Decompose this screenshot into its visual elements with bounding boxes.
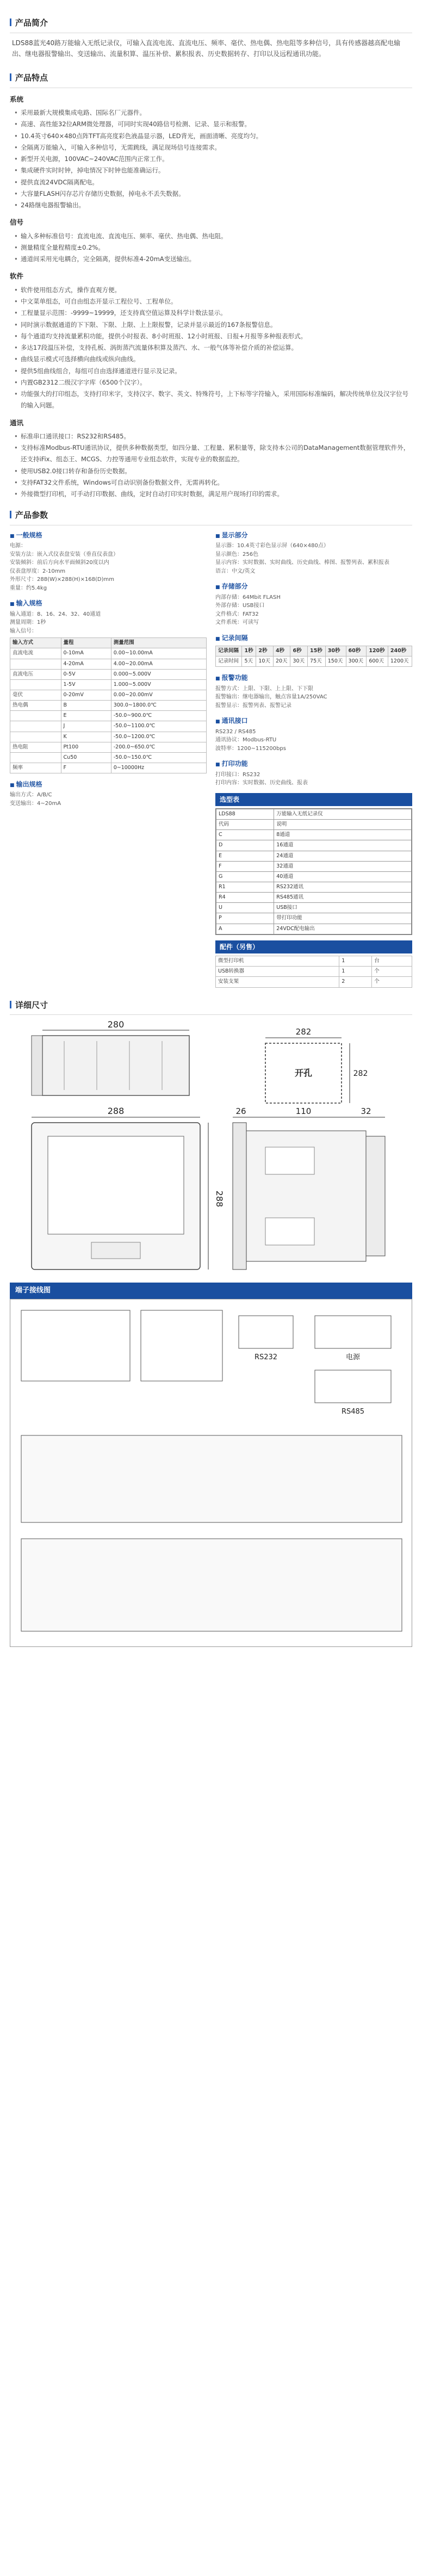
table-cell: 安装支架 (216, 977, 339, 987)
param-heading: ■ 存储部分 (215, 581, 412, 592)
table-cell: P (216, 913, 274, 924)
table-cell: K (61, 732, 111, 742)
table-header-cell: 60秒 (346, 646, 367, 657)
table-cell: 40通道 (274, 871, 412, 882)
table-row (216, 956, 412, 967)
list-item: • 多达17段温压补偿，支持孔板、涡街蒸汽流量体积算及蒸汽、水、一般气体等补偿介质的补偿运算。 (13, 342, 412, 354)
param-group (215, 581, 412, 627)
table-row (10, 648, 207, 659)
table-header-row (216, 646, 412, 657)
cutout-height-label: 282 (353, 1069, 368, 1078)
list-item: • 同时演示数据通道的下下限、下限、上限、上上限报警，记录并显示最近的167条报警信息。 (13, 319, 412, 331)
table-cell (10, 679, 61, 690)
table-row (10, 721, 207, 732)
side-bracket (265, 1218, 314, 1245)
table-cell: G (216, 871, 274, 882)
params-title: 产品参数 (10, 506, 412, 525)
table-cell: B (61, 701, 111, 711)
table-cell: 10天 (256, 657, 274, 667)
table-cell: 4-20mA (61, 659, 111, 669)
table-cell: 16通道 (274, 840, 412, 851)
list-item: • 测量精度全量程精度±0.2%。 (13, 242, 412, 253)
param-heading: ■ 输出规格 (10, 779, 207, 790)
front-height-label: 288 (214, 1190, 225, 1208)
table-row (10, 711, 207, 721)
param-heading: ■ 显示部分 (215, 530, 412, 541)
list-item: • 中文菜单组态，可自由组态开显示工程位号、工程单位。 (13, 296, 412, 307)
side-depth-label: 26 (235, 1106, 246, 1116)
table-cell: LDS88 (216, 809, 274, 820)
comm-list (10, 431, 412, 500)
table-cell: -50.0~1100.0℃ (111, 721, 206, 732)
wiring-svg (10, 1299, 412, 1646)
list-item: • 大容量FLASH闪存芯片存储历史数据，掉电永不丢失数据。 (13, 188, 412, 200)
table-cell: 带打印功能 (274, 913, 412, 924)
table-cell: 30天 (290, 657, 308, 667)
table-cell: 毫伏 (10, 690, 61, 700)
table-cell: R4 (216, 893, 274, 903)
param-group (215, 633, 412, 667)
param-group (215, 672, 412, 710)
table-row (216, 830, 412, 840)
table-cell: 热电偶 (10, 701, 61, 711)
side-bracket (265, 1147, 314, 1174)
table-cell: 24通道 (274, 851, 412, 861)
list-item: • 工程量显示范围：-9999~19999，还支持真空值运算及科学计数法显示。 (13, 307, 412, 319)
param-text: 打印接口：RS232 打印内容：实时数据、历史曲线、报表 (215, 771, 308, 787)
param-heading: ■ 一般规格 (10, 530, 207, 541)
table-cell: 0.00~20.00mV (111, 690, 206, 700)
param-heading: ■ 通讯接口 (215, 715, 412, 726)
signal-subtitle: 信号 (10, 218, 24, 227)
param-text: 显示器：10.4英寸彩色显示屏（640×480点） 显示颜色：256色 显示内容：实时数据、实时曲线、历史曲线、棒图、报警列表、累积报表 语言：中文/英文 (215, 543, 389, 574)
table-cell: E (216, 851, 274, 861)
table-cell: Cu50 (61, 752, 111, 763)
param-group (10, 598, 207, 773)
model-title: 选型表 (215, 793, 412, 806)
input-terminal-block (21, 1310, 130, 1381)
features-title: 产品特点 (10, 69, 412, 88)
rs232-connector (239, 1316, 293, 1348)
table-cell: 24VDC配电输出 (274, 924, 412, 934)
table-cell: 个 (372, 977, 412, 987)
table-header-cell: 1秒 (242, 646, 256, 657)
table-row (216, 967, 412, 977)
table-row (216, 924, 412, 934)
table-row (10, 659, 207, 669)
table-header-cell: 测量范围 (111, 638, 206, 648)
cutout-width-label: 282 (295, 1027, 312, 1037)
table-row (216, 820, 412, 830)
table-cell: 频率 (10, 763, 61, 773)
list-item: • 集成硬件实时时钟，掉电情况下时钟也能准确运行。 (13, 165, 412, 176)
param-group (10, 779, 207, 808)
model-box (215, 808, 412, 935)
table-cell: 300天 (346, 657, 367, 667)
param-heading: ■ 报警功能 (215, 672, 412, 683)
table-row (216, 882, 412, 892)
table-cell: R1 (216, 882, 274, 892)
table-cell: -50.0~1200.0℃ (111, 732, 206, 742)
table-cell: 微型打印机 (216, 956, 339, 967)
table-header-cell: 6秒 (290, 646, 308, 657)
table-cell: 8通道 (274, 830, 412, 840)
accessories-title: 配件（另售） (215, 940, 412, 953)
table-cell: 0.000~5.000V (111, 669, 206, 679)
table-row (10, 763, 207, 773)
table-cell: D (216, 840, 274, 851)
table-header-cell: 15秒 (308, 646, 326, 657)
table-cell: 0-5V (61, 669, 111, 679)
top-view-bezel (32, 1036, 42, 1095)
param-text: 内部存储：64Mbit FLASH 外部存储：USB接口 文件格式：FAT32 文件系统：可读写 (215, 594, 281, 626)
param-heading: ■ 输入规格 (10, 598, 207, 609)
table-cell: RS485通讯 (274, 893, 412, 903)
list-item: • 功能强大的打印组态，支持打印米字，支持汉字、数字、英文、特殊符号，上下标等字符输入，采用国际标准编码，解决传统单位及汉字位号的输入问题。 (13, 388, 412, 412)
table-row (216, 903, 412, 913)
list-item: • 外接微型打印机，可手动打印数据、曲线，定时自动打印实时数据，满足用户现场打印的需求。 (13, 488, 412, 500)
param-text: 输出方式：A/B/C 变送输出：4~20mA (10, 792, 61, 807)
table-cell: F (216, 861, 274, 871)
signal-table (10, 637, 207, 773)
list-item: • 高速、高性能32位ARM微处理器，可同时实现40路信号检测、记录、显示和报警。 (13, 119, 412, 130)
power-label: 电源 (345, 1353, 361, 1362)
model-table (216, 809, 412, 934)
param-group (215, 715, 412, 753)
table-cell (10, 732, 61, 742)
cutout-label: 开孔 (294, 1068, 313, 1078)
table-header-cell: 记录间隔 (216, 646, 242, 657)
table-header-cell: 120秒 (367, 646, 388, 657)
table-cell: 直流电流 (10, 648, 61, 659)
accessories-table (215, 956, 412, 987)
table-cell: 台 (372, 956, 412, 967)
side-d3-label: 32 (361, 1106, 371, 1116)
table-cell: A (216, 924, 274, 934)
table-cell: J (61, 721, 111, 732)
table-row (10, 752, 207, 763)
width-top-label: 280 (107, 1019, 125, 1030)
list-item: • 使用USB2.0接口转存和备份历史数据。 (13, 466, 412, 477)
table-row (216, 657, 412, 667)
table-cell: 4.00~20.00mA (111, 659, 206, 669)
table-cell: 热电阻 (10, 742, 61, 752)
table-cell: 个 (372, 967, 412, 977)
table-row (216, 871, 412, 882)
table-cell: E (61, 711, 111, 721)
table-cell: 1.000~5.000V (111, 679, 206, 690)
wiring-title: 端子接线图 (10, 1283, 412, 1299)
list-item: • 内置GB2312二级汉字字库（6500个汉字）。 (13, 377, 412, 388)
wiring-diagram (10, 1299, 412, 1647)
table-cell: 300.0~1800.0℃ (111, 701, 206, 711)
table-row (10, 679, 207, 690)
side-terminals (366, 1136, 385, 1256)
list-item: • 标准串口通讯接口：RS232和RS485。 (13, 431, 412, 442)
list-item: • 每个通道均支持流量累积功能，提供小时报表、8小时班报、12小时班报、日报+月报等多种报表形式。 (13, 331, 412, 342)
list-item: • 输入多种标准信号：直流电流、直流电压、频率、毫伏、热电偶、热电阻。 (13, 231, 412, 242)
params-left-column (10, 530, 207, 990)
interval-table (215, 646, 412, 667)
power-terminal (315, 1316, 391, 1348)
table-cell: 600天 (367, 657, 388, 667)
params-right-column (215, 530, 412, 990)
table-cell: 0.00~10.00mA (111, 648, 206, 659)
table-cell: 1200天 (388, 657, 412, 667)
list-item: • 提供直流24VDC隔离配电。 (13, 177, 412, 188)
table-row (216, 913, 412, 924)
software-list (10, 284, 412, 412)
list-item: • 24路继电器报警输出。 (13, 200, 412, 211)
param-group (10, 530, 207, 592)
params-grid (10, 530, 412, 990)
table-header-cell: 2秒 (256, 646, 274, 657)
list-item: • 采用最新大规模集成电路、国际名厂元器件。 (13, 107, 412, 119)
system-list (10, 107, 412, 211)
rs485-terminal (315, 1370, 391, 1403)
table-row (216, 977, 412, 987)
table-row (216, 893, 412, 903)
table-header-cell: 输入方式 (10, 638, 61, 648)
signal-list (10, 231, 412, 265)
param-group (215, 530, 412, 575)
table-cell: F (61, 763, 111, 773)
table-header-cell: 240秒 (388, 646, 412, 657)
front-screen (48, 1136, 184, 1234)
table-cell: 直流电压 (10, 669, 61, 679)
dimension-svg (10, 1019, 412, 1275)
dimensions-title: 详细尺寸 (10, 996, 412, 1015)
table-cell: 代码 (216, 820, 274, 830)
table-row (10, 690, 207, 700)
param-heading: ■ 记录间隔 (215, 633, 412, 643)
table-cell: 万能输入无纸记录仪 (274, 809, 412, 820)
param-heading: ■ 打印功能 (215, 758, 412, 769)
table-cell: -200.0~650.0℃ (111, 742, 206, 752)
list-item: • 支持FAT32文件系统，Windows可自动识别备份数据文件，无需再转化。 (13, 477, 412, 488)
table-cell: Pt100 (61, 742, 111, 752)
front-width-label: 288 (107, 1106, 125, 1116)
list-item: • 提供5组曲线组合，每组可自由选择通道进行显示及记录。 (13, 366, 412, 377)
param-text: RS232 / RS485 通讯协议：Modbus-RTU 波特率：1200~115200bps (215, 728, 286, 752)
intro-title: 产品简介 (10, 14, 412, 33)
table-header-row (10, 638, 207, 648)
list-item: • 软件使用组态方式，操作直观方便。 (13, 284, 412, 296)
table-cell: 5天 (242, 657, 256, 667)
table-row (10, 732, 207, 742)
param-text: 报警方式：上限、下限、上上限、下下限 报警输出：继电器输出，触点容量1A/250VAC 报警显示：报警列表、报警记录 (215, 685, 327, 709)
table-cell: -50.0~150.0℃ (111, 752, 206, 763)
table-cell: 2 (339, 977, 372, 987)
front-view (32, 1106, 225, 1270)
table-cell: 1 (339, 956, 372, 967)
table-row (10, 742, 207, 752)
channel-terminal-grid (21, 1435, 402, 1522)
side-d2-label: 110 (295, 1106, 312, 1116)
param-group (215, 758, 412, 787)
table-cell (10, 721, 61, 732)
intro-text: LDS88蓝光40路万能输入无纸记录仪，可输入直流电流、直流电压、频率、毫伏、热电偶、热电阻等多种信号，具有传感器越高配电输出、继电器报警输出、变送输出、流量积算、温压补偿、累积报表、历史数据转存、打印以及远程通讯功能。 (12, 39, 401, 58)
table-cell: USB接口 (274, 903, 412, 913)
table-cell: 说明 (274, 820, 412, 830)
list-item: • 10.4英寸640×480点阵TFT高亮度彩色液晶显示器，LED背光，画面清晰、亮度均匀。 (13, 131, 412, 142)
system-subtitle: 系统 (10, 95, 24, 103)
dimension-drawing (10, 1019, 412, 1275)
channel-terminal-grid (21, 1539, 402, 1631)
table-row (216, 809, 412, 820)
side-bezel (233, 1123, 246, 1270)
table-row (10, 701, 207, 711)
table-header-cell: 量程 (61, 638, 111, 648)
table-cell: 32通道 (274, 861, 412, 871)
table-row (216, 840, 412, 851)
param-text: 电源： 安装方法：嵌入式仪表盘安装（垂直仪表盘） 安装倾斜：前后方向水平面倾斜20度以内 仪表盘厚度：2-10mm 外形尺寸：288(W)×288(H)×168(D)mm 重量：约5.4kg (10, 543, 119, 591)
table-cell (10, 711, 61, 721)
table-cell (10, 659, 61, 669)
table-cell (10, 752, 61, 763)
top-view (32, 1019, 189, 1095)
table-cell: -50.0~900.0℃ (111, 711, 206, 721)
front-usb-panel (91, 1242, 140, 1259)
table-cell: U (216, 903, 274, 913)
table-header-cell: 4秒 (273, 646, 290, 657)
table-cell: 20天 (273, 657, 290, 667)
table-cell: 0-10mA (61, 648, 111, 659)
cutout-view (265, 1027, 368, 1103)
comm-subtitle: 通讯 (10, 418, 24, 427)
table-cell: USB转换器 (216, 967, 339, 977)
rs232-label: RS232 (254, 1353, 278, 1362)
table-cell: 1-5V (61, 679, 111, 690)
table-cell: 1 (339, 967, 372, 977)
table-row (216, 861, 412, 871)
table-header-cell: 30秒 (325, 646, 346, 657)
table-cell: 75天 (308, 657, 326, 667)
table-cell: 0~10000Hz (111, 763, 206, 773)
side-view (233, 1106, 385, 1270)
relay-terminal-block (141, 1310, 222, 1381)
table-cell: 0-20mV (61, 690, 111, 700)
rs485-label: RS485 (341, 1408, 365, 1416)
list-item: • 全隔离万能输入，可输入多种信号，无需跳线，满足现场信号连接需求。 (13, 142, 412, 153)
param-text: 输入通道：8、16、24、32、40通道 测量周期：1秒 输入信号： (10, 611, 101, 634)
list-item: • 支持标准Modbus-RTU通讯协议，提供多种数据类型，如四分量、工程量、累积量等，除支持本公司的DataManagement数据管理软件外，还支持iFix、组态王、MCGS、力控等通用专业组态软件，实现专业的数据监控。 (13, 442, 412, 466)
software-subtitle: 软件 (10, 272, 24, 281)
table-row (216, 851, 412, 861)
table-cell: C (216, 830, 274, 840)
list-item: • 曲线显示模式可选择横向曲线或纵向曲线。 (13, 354, 412, 365)
table-row (10, 669, 207, 679)
list-item: • 新型开关电源，100VAC~240VAC范围内正常工作。 (13, 153, 412, 165)
table-cell: 记录时间 (216, 657, 242, 667)
table-cell: RS232通讯 (274, 882, 412, 892)
list-item: • 通道间采用光电耦合，完全隔离，提供标准4-20mA变送输出。 (13, 253, 412, 265)
table-cell: 150天 (325, 657, 346, 667)
